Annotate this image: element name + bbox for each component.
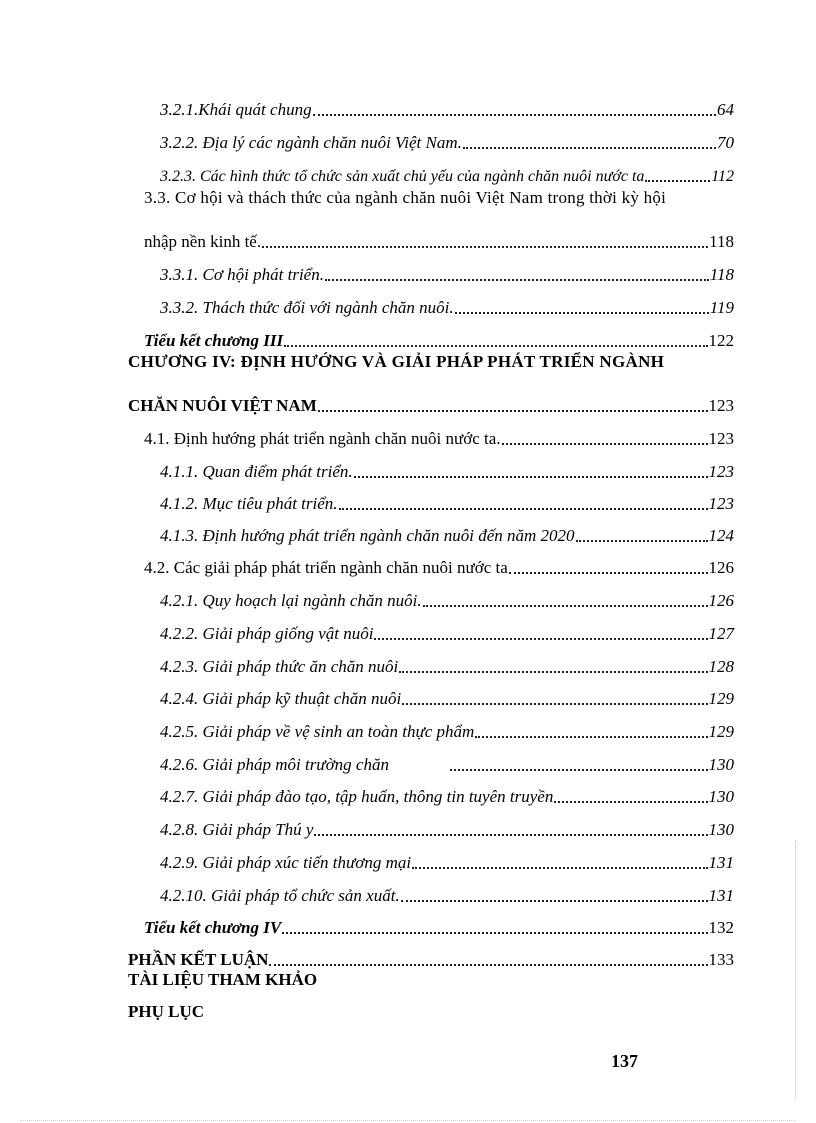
toc-entry-title: 4.1.3. Định hướng phát triển ngành chăn nuôi đến năm 2020 — [160, 526, 575, 545]
toc-entry[interactable] — [160, 482, 734, 514]
toc-entry[interactable] — [160, 710, 734, 742]
toc-entry[interactable] — [160, 88, 734, 120]
toc-entry-page: 132 — [708, 918, 734, 937]
toc-entry[interactable] — [144, 546, 734, 578]
toc-leader-dots — [412, 866, 707, 869]
toc-leader-dots — [325, 278, 709, 281]
toc-entry-title: 4.2.10. Giải pháp tổ chức sản xuất. — [160, 886, 400, 905]
page-number: 137 — [611, 1051, 638, 1071]
toc-entry-title: nhập nền kinh tế. — [144, 232, 262, 251]
toc-entry[interactable] — [160, 450, 734, 482]
toc-entry-page: 118 — [709, 265, 734, 284]
page-border-right — [794, 840, 796, 1100]
toc-entry-title: 4.2.5. Giải pháp về vệ sinh an toàn thực phẩm — [160, 722, 475, 741]
toc-entry[interactable] — [160, 154, 734, 186]
toc-leader-dots — [502, 442, 708, 445]
toc-entry-page: 130 — [708, 755, 734, 774]
toc-leader-dots — [339, 507, 708, 510]
toc-entry-title: 4.2.6. Giải pháp môi trường chăn — [160, 755, 389, 774]
toc-entry-title: 4.1. Định hướng phát triển ngành chăn nuôi nước ta. — [144, 429, 501, 448]
toc-leader-dots — [450, 768, 708, 771]
toc-leader-dots — [318, 409, 708, 412]
toc-entry-appendix[interactable]: PHỤ LỤC — [128, 1002, 205, 1021]
toc-entry-page: 126 — [708, 591, 734, 610]
toc-entry-page: 131 — [708, 853, 734, 872]
toc-entry-title: 4.2.9. Giải pháp xúc tiến thương mại — [160, 853, 412, 872]
toc-entry-page: 118 — [709, 232, 734, 251]
toc-entry[interactable] — [160, 286, 734, 318]
toc-entry-page: 130 — [708, 787, 734, 806]
toc-entry[interactable] — [160, 775, 734, 807]
toc-leader-dots — [269, 963, 707, 966]
toc-entry-title: PHẦN KẾT LUẬN — [128, 950, 269, 969]
toc-leader-dots — [313, 113, 716, 116]
toc-leader-dots — [282, 931, 707, 934]
toc-entry-title: 3.3.2. Thách thức đối với ngành chăn nuôi. — [160, 298, 454, 317]
toc-leader-dots — [354, 475, 708, 478]
toc-leader-dots — [455, 311, 709, 314]
toc-entry-title: 4.2.1. Quy hoạch lại ngành chăn nuôi. — [160, 591, 422, 610]
toc-entry[interactable] — [128, 938, 734, 970]
toc-entry[interactable] — [144, 220, 734, 252]
toc-entry-page: 123 — [708, 429, 734, 448]
toc-entry[interactable] — [144, 906, 734, 938]
toc-leader-dots — [475, 735, 707, 738]
toc-leader-dots — [262, 245, 708, 248]
toc-leader-dots — [401, 899, 708, 902]
toc-leader-dots — [423, 604, 708, 607]
toc-entry-title: 4.2.4. Giải pháp kỹ thuật chăn nuôi — [160, 689, 402, 708]
toc-entry-title: Tiểu kết chương IV — [144, 918, 282, 937]
toc-entry-title: 4.2.8. Giải pháp Thú y — [160, 820, 314, 839]
toc-leader-dots — [463, 146, 716, 149]
toc-entry-page: 123 — [708, 462, 734, 481]
toc-entry-title: 4.2.3. Giải pháp thức ăn chăn nuôi — [160, 657, 399, 676]
toc-entry[interactable] — [160, 743, 734, 775]
toc-entry-title: 3.2.3. Các hình thức tổ chức sản xuất chủ yếu của ngành chăn nuôi nước ta — [160, 168, 645, 185]
toc-entry[interactable] — [144, 319, 734, 351]
toc-entry[interactable] — [160, 841, 734, 873]
toc-entry-title: 3.2.2. Địa lý các ngành chăn nuôi Việt Nam. — [160, 133, 462, 152]
toc-leader-dots — [402, 702, 707, 705]
toc-entry-page: 64 — [717, 100, 734, 119]
toc-entry-page: 119 — [709, 298, 734, 317]
toc-entry-title: 3.2.1.Khái quát chung — [160, 100, 312, 119]
toc-entry-references[interactable]: TÀI LIỆU THAM KHẢO — [128, 970, 318, 989]
chapter-heading[interactable]: CHƯƠNG IV: ĐỊNH HƯỚNG VÀ GIẢI PHÁP PHÁT TRIỂN NGÀNH — [128, 352, 665, 371]
toc-entry[interactable] — [160, 874, 734, 906]
toc-leader-dots — [374, 637, 707, 640]
toc-entry[interactable] — [160, 514, 734, 546]
toc-entry[interactable] — [160, 808, 734, 840]
toc-entry[interactable] — [160, 677, 734, 709]
toc-entry-page: 123 — [708, 396, 734, 415]
toc-entry[interactable] — [144, 417, 734, 449]
toc-leader-dots — [399, 670, 707, 673]
page-border-bottom — [20, 1120, 796, 1122]
toc-leader-dots — [509, 571, 708, 574]
toc-entry-page: 130 — [708, 820, 734, 839]
toc-entry-page: 129 — [708, 722, 734, 741]
toc-entry[interactable] — [160, 645, 734, 677]
toc-entry-title: 3.3.1. Cơ hội phát triển. — [160, 265, 324, 284]
toc-entry-page: 127 — [708, 624, 734, 643]
toc-entry[interactable] — [160, 121, 734, 153]
toc-entry-title: 4.2. Các giải pháp phát triển ngành chăn nuôi nước ta — [144, 558, 508, 577]
toc-entry-title: CHĂN NUÔI VIỆT NAM — [128, 396, 317, 415]
toc-leader-dots — [576, 539, 708, 542]
toc-entry-page: 131 — [708, 886, 734, 905]
toc-entry-page: 133 — [708, 950, 734, 969]
toc-entry-page: 122 — [708, 331, 734, 350]
toc-leader-dots — [645, 179, 710, 182]
toc-entry-page: 112 — [711, 168, 734, 185]
toc-entry-page: 124 — [708, 526, 734, 545]
toc-entry-page: 129 — [708, 689, 734, 708]
toc-entry-page: 126 — [708, 558, 734, 577]
toc-entry-title[interactable]: 3.3. Cơ hội và thách thức của ngành chăn nuôi Việt Nam trong thời kỳ hội — [144, 188, 667, 207]
toc-entry[interactable] — [160, 612, 734, 644]
toc-entry[interactable] — [160, 579, 734, 611]
toc-entry-page: 70 — [717, 133, 734, 152]
toc-entry-page: 123 — [708, 494, 734, 513]
toc-entry[interactable] — [160, 253, 734, 285]
toc-leader-dots — [284, 344, 707, 347]
toc-leader-dots — [314, 833, 707, 836]
toc-entry-page: 128 — [708, 657, 734, 676]
toc-entry-title: 4.1.2. Mục tiêu phát triển. — [160, 494, 338, 513]
toc-leader-dots — [554, 800, 707, 803]
toc-entry-title: Tiểu kết chương III — [144, 331, 284, 350]
toc-entry[interactable] — [128, 384, 734, 416]
toc-entry-title: 4.2.2. Giải pháp giống vật nuôi — [160, 624, 374, 643]
toc-entry-title: 4.2.7. Giải pháp đào tạo, tập huấn, thông tin tuyên truyền — [160, 787, 554, 806]
toc-entry-title: 4.1.1. Quan điểm phát triển. — [160, 462, 353, 481]
